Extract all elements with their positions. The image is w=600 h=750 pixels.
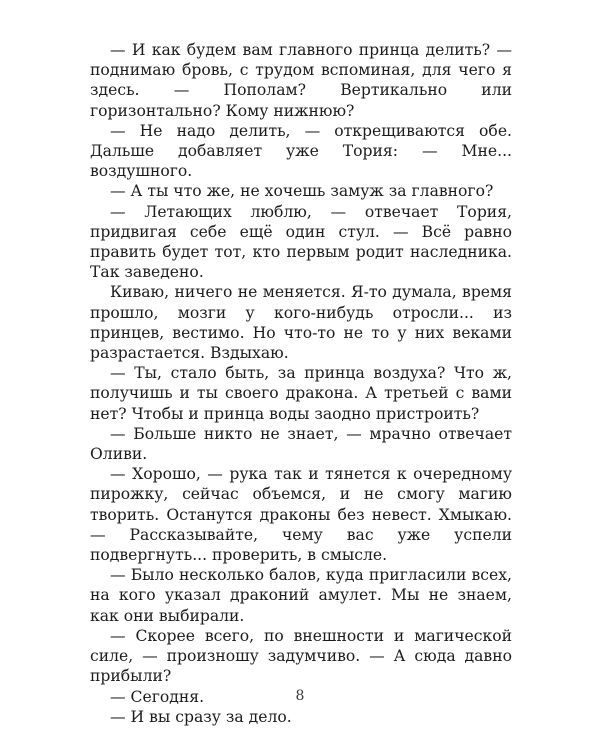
paragraph: — Скорее всего, по внешности и магической силе, — произношу задумчиво. — А сюда давно прибыли? [90,626,512,686]
paragraph: — Больше никто не знает, — мрачно отвечает Оливи. [90,424,512,464]
paragraph: — Было несколько балов, куда пригласили всех, на кого указал драконий амулет. Мы не знаем, как они выбирали. [90,566,512,625]
page-text [90,40,512,727]
paragraph: — Сегодня. [110,687,205,706]
paragraph: — Хорошо, — рука так и тянется к очередному пирожку, сейчас объемся, и не смогу магию творить. Останутся драконы без невест. Хмыкаю. — Рассказывайте, чему вас уже успели подвергнуть... проверить, в смысле. [90,465,512,565]
paragraph: — Не надо делить, — открещиваются обе. Дальше добавляет уже Тория: — Мне... воздушного. [90,121,512,181]
page-number: 8 [295,688,305,704]
paragraph: — А ты что же, не хочешь замуж за главного? [110,182,494,201]
paragraph: — Ты, стало быть, за принца воздуха? Что ж, получишь и ты своего дракона. А третьей с вами нет? Чтобы и принца воды заодно пристроить? [90,364,512,423]
paragraph: — Летающих люблю, — отвечает Тория, придвигая себе ещё один стул. — Всё равно править будет тот, кто первым родит наследника. Так заведено. [90,202,512,282]
paragraph: — И как будем вам главного принца делить? — поднимаю бровь, с трудом вспоминая, для чего я здесь. — Пополам? Вертикально или горизонтально? Кому нижнюю? [90,41,512,120]
paragraph: — И вы сразу за дело. [110,707,292,726]
paragraph: Киваю, ничего не меняется. Я-то думала, время прошло, мозги у кого-нибудь отросли... из принцев, вестимо. Но что-то не то у них веками разрастается. Вздыхаю. [90,283,512,363]
